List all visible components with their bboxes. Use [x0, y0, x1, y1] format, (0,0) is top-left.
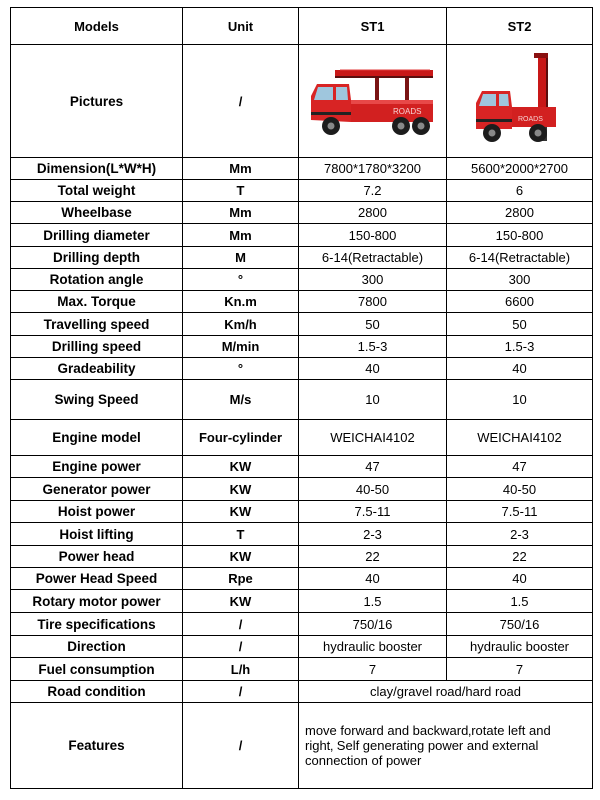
- spec-row: [11, 478, 593, 501]
- spec-label: Max. Torque: [11, 291, 183, 313]
- spec-label: Gradeability: [11, 358, 183, 380]
- spec-row: [11, 358, 593, 380]
- spec-label: Power Head Speed: [11, 568, 183, 590]
- spec-value-st2: 22: [447, 546, 593, 568]
- spec-value-st2: 300: [447, 269, 593, 291]
- spec-unit: L/h: [183, 658, 299, 681]
- spec-value-st2: 10: [447, 380, 593, 420]
- spec-value-st1: 1.5-3: [299, 336, 447, 358]
- spec-unit: KW: [183, 590, 299, 613]
- spec-label: Hoist lifting: [11, 523, 183, 546]
- spec-label: Drilling speed: [11, 336, 183, 358]
- st1-picture: [299, 45, 447, 158]
- features-line-2: right‚ Self generating power and external: [305, 738, 539, 753]
- spec-label: Total weight: [11, 180, 183, 202]
- features-text: [299, 703, 593, 789]
- spec-unit: KW: [183, 546, 299, 568]
- spec-unit: M: [183, 247, 299, 269]
- spec-value-st1: 1.5: [299, 590, 447, 613]
- spec-row: [11, 613, 593, 636]
- spec-unit: Mm: [183, 224, 299, 247]
- header-unit: Unit: [183, 8, 299, 45]
- spec-row: [11, 568, 593, 590]
- spec-value-st2: 150-800: [447, 224, 593, 247]
- spec-unit: KW: [183, 478, 299, 501]
- header-st1: ST1: [299, 8, 447, 45]
- spec-value-st1: 40: [299, 358, 447, 380]
- spec-unit: M/s: [183, 380, 299, 420]
- spec-unit: Mm: [183, 158, 299, 180]
- spec-value-st2: 6: [447, 180, 593, 202]
- spec-value-st2: 40-50: [447, 478, 593, 501]
- spec-label: Generator power: [11, 478, 183, 501]
- st1-truck-image: [305, 62, 441, 140]
- pictures-row: [11, 45, 593, 158]
- spec-label: Rotation angle: [11, 269, 183, 291]
- spec-label: Wheelbase: [11, 202, 183, 224]
- spec-value-st1: 7800*1780*3200: [299, 158, 447, 180]
- spec-value-st2: 6-14(Retractable): [447, 247, 593, 269]
- spec-unit: °: [183, 269, 299, 291]
- header-st2: ST2: [447, 8, 593, 45]
- header-row: [11, 8, 593, 45]
- spec-value-st2: 5600*2000*2700: [447, 158, 593, 180]
- spec-label: Hoist power: [11, 501, 183, 523]
- spec-label: Fuel consumption: [11, 658, 183, 681]
- spec-row: [11, 380, 593, 420]
- pictures-unit: /: [183, 45, 299, 158]
- road-condition-unit: /: [183, 681, 299, 703]
- st2-watermark: ROADS: [517, 116, 543, 123]
- spec-row: [11, 202, 593, 224]
- spec-unit: /: [183, 636, 299, 658]
- road-condition-row: [11, 681, 593, 703]
- pictures-label: Pictures: [11, 45, 183, 158]
- spec-value-st1: 7.2: [299, 180, 447, 202]
- spec-value-st2: 1.5: [447, 590, 593, 613]
- spec-value-st1: 7800: [299, 291, 447, 313]
- spec-row: [11, 291, 593, 313]
- spec-value-st1: WEICHAI4102: [299, 420, 447, 456]
- spec-value-st2: 7.5-11: [447, 501, 593, 523]
- spec-value-st1: 7.5-11: [299, 501, 447, 523]
- spec-value-st1: 7: [299, 658, 447, 681]
- spec-unit: Kn.m: [183, 291, 299, 313]
- spec-row: [11, 313, 593, 336]
- spec-value-st2: 7: [447, 658, 593, 681]
- spec-row: [11, 224, 593, 247]
- spec-row: [11, 546, 593, 568]
- spec-label: Drilling depth: [11, 247, 183, 269]
- st2-truck-image: [470, 51, 570, 151]
- spec-unit: Four-cylinder: [183, 420, 299, 456]
- spec-value-st1: hydraulic booster: [299, 636, 447, 658]
- st2-picture: [447, 45, 593, 158]
- spec-label: Tire specifications: [11, 613, 183, 636]
- spec-row: [11, 269, 593, 291]
- features-unit: /: [183, 703, 299, 789]
- spec-unit: °: [183, 358, 299, 380]
- spec-row: [11, 180, 593, 202]
- spec-label: Travelling speed: [11, 313, 183, 336]
- spec-value-st2: hydraulic booster: [447, 636, 593, 658]
- spec-value-st2: 6600: [447, 291, 593, 313]
- spec-row: [11, 590, 593, 613]
- spec-value-st1: 40-50: [299, 478, 447, 501]
- spec-unit: KW: [183, 501, 299, 523]
- spec-value-st2: 50: [447, 313, 593, 336]
- spec-label: Direction: [11, 636, 183, 658]
- features-line-3: connection of power: [305, 753, 422, 768]
- spec-value-st2: WEICHAI4102: [447, 420, 593, 456]
- spec-unit: /: [183, 613, 299, 636]
- spec-value-st2: 47: [447, 456, 593, 478]
- spec-row: [11, 501, 593, 523]
- spec-value-st1: 6-14(Retractable): [299, 247, 447, 269]
- spec-value-st1: 50: [299, 313, 447, 336]
- spec-value-st1: 10: [299, 380, 447, 420]
- spec-unit: Mm: [183, 202, 299, 224]
- spec-value-st1: 2800: [299, 202, 447, 224]
- spec-row: [11, 523, 593, 546]
- spec-unit: T: [183, 523, 299, 546]
- spec-label: Engine model: [11, 420, 183, 456]
- spec-unit: KW: [183, 456, 299, 478]
- spec-row: [11, 456, 593, 478]
- spec-value-st1: 22: [299, 546, 447, 568]
- spec-value-st1: 750/16: [299, 613, 447, 636]
- spec-unit: T: [183, 180, 299, 202]
- spec-unit: Rpe: [183, 568, 299, 590]
- spec-row: [11, 658, 593, 681]
- spec-label: Swing Speed: [11, 380, 183, 420]
- road-condition-value: clay/gravel road/hard road: [299, 681, 593, 703]
- spec-unit: Km/h: [183, 313, 299, 336]
- spec-label: Engine power: [11, 456, 183, 478]
- features-row: [11, 703, 593, 789]
- spec-value-st1: 2-3: [299, 523, 447, 546]
- spec-table: [10, 7, 593, 789]
- spec-label: Dimension(L*W*H): [11, 158, 183, 180]
- spec-row: [11, 247, 593, 269]
- features-label: Features: [11, 703, 183, 789]
- spec-unit: M/min: [183, 336, 299, 358]
- spec-value-st2: 40: [447, 568, 593, 590]
- spec-row: [11, 636, 593, 658]
- spec-row: [11, 420, 593, 456]
- spec-label: Power head: [11, 546, 183, 568]
- spec-row: [11, 336, 593, 358]
- spec-value-st2: 2-3: [447, 523, 593, 546]
- spec-row: [11, 158, 593, 180]
- spec-value-st1: 300: [299, 269, 447, 291]
- spec-value-st1: 40: [299, 568, 447, 590]
- spec-value-st1: 47: [299, 456, 447, 478]
- spec-label: Drilling diameter: [11, 224, 183, 247]
- features-line-1: move forward and backward‚rotate left and: [305, 723, 551, 738]
- spec-value-st1: 150-800: [299, 224, 447, 247]
- header-models: Models: [11, 8, 183, 45]
- spec-value-st2: 750/16: [447, 613, 593, 636]
- spec-value-st2: 1.5-3: [447, 336, 593, 358]
- spec-value-st2: 40: [447, 358, 593, 380]
- spec-label: Rotary motor power: [11, 590, 183, 613]
- road-condition-label: Road condition: [11, 681, 183, 703]
- st1-watermark: ROADS: [392, 107, 421, 116]
- spec-value-st2: 2800: [447, 202, 593, 224]
